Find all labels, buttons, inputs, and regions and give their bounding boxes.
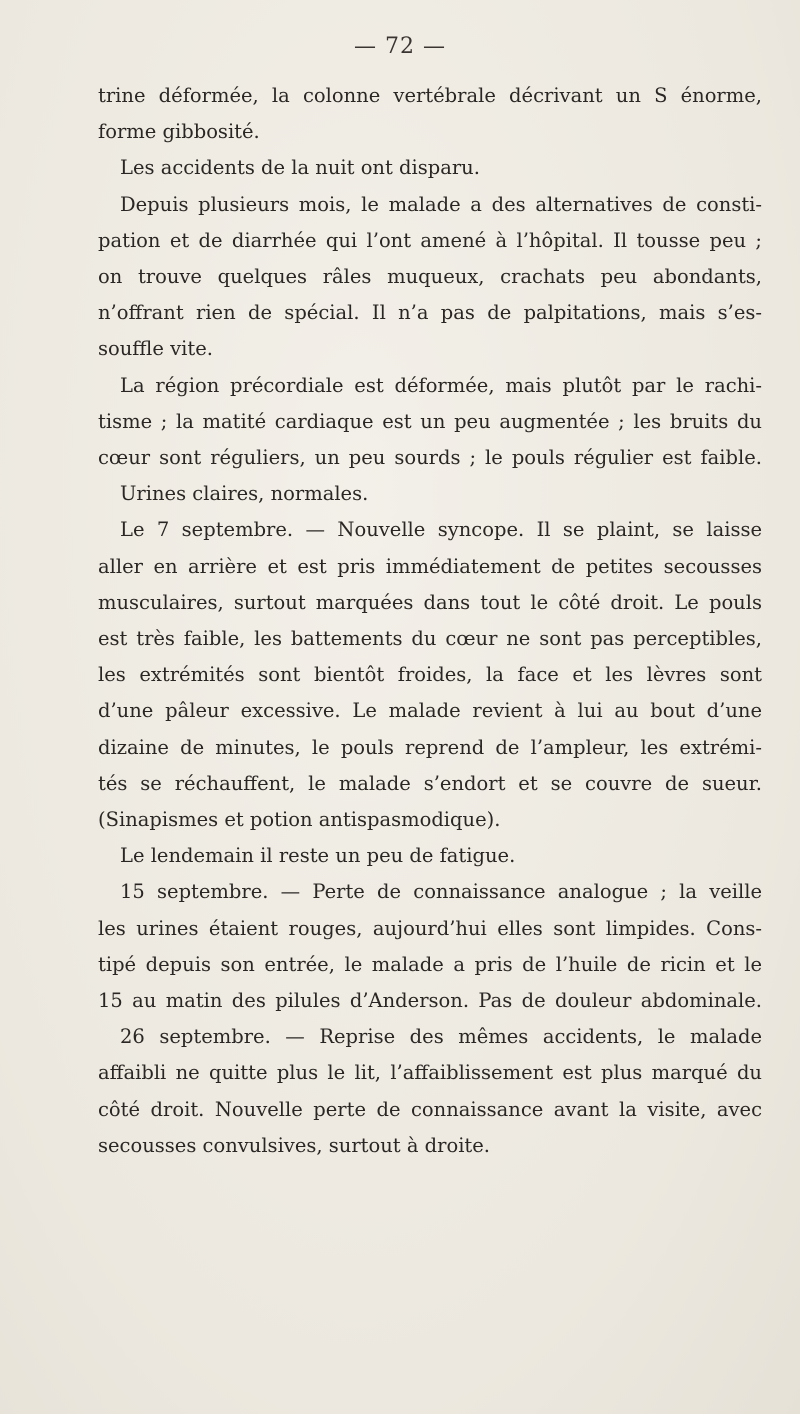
text-line: forme gibbosité. [98,120,260,144]
text-line: les extrémités sont bientôt froides, la face et les lèvres sont [98,663,762,687]
text-line: pation et de diarrhée qui l’ont amené à l’hôpital. Il tousse peu ; [98,228,762,252]
text-line: 26 septembre. — Reprise des mêmes accidents, le malade [120,1025,762,1049]
text-line: aller en arrière et est pris immédiatement de petites secousses [98,554,762,578]
text-line: La région précordiale est déformée, mais plutôt par le rachi- [120,373,762,397]
text-line: Le lendemain il reste un peu de fatigue. [120,844,516,868]
text-line: affaibli ne quitte plus le lit, l’affaiblissement est plus marqué du [98,1061,762,1085]
text-line: tisme ; la matité cardiaque est un peu augmentée ; les bruits du [98,409,762,433]
text-line: musculaires, surtout marquées dans tout le côté droit. Le pouls [98,590,762,614]
text-line: cœur sont réguliers, un peu sourds ; le pouls régulier est faible. [98,446,762,470]
text-line: dizaine de minutes, le pouls reprend de l’ampleur, les extrémi- [98,735,762,759]
page-body-text [98,78,762,1164]
text-line: on trouve quelques râles muqueux, crachats peu abondants, [98,265,762,289]
text-line: côté droit. Nouvelle perte de connaissance avant la visite, avec [98,1097,762,1121]
text-line: souffle vite. [98,337,213,361]
text-line: Depuis plusieurs mois, le malade a des alternatives de consti- [120,192,762,216]
text-line: (Sinapismes et potion antispasmodique). [98,808,501,832]
text-line: tés se réchauffent, le malade s’endort et se couvre de sueur. [98,771,762,795]
text-line: tipé depuis son entrée, le malade a pris de l’huile de ricin et le [98,952,762,976]
text-line: est très faible, les battements du cœur ne sont pas perceptibles, [98,627,762,651]
text-line: n’offrant rien de spécial. Il n’a pas de palpitations, mais s’es- [98,301,762,325]
text-line: d’une pâleur excessive. Le malade revient à lui au bout d’une [98,699,762,723]
text-line: les urines étaient rouges, aujourd’hui elles sont limpides. Cons- [98,916,762,940]
text-line: Le 7 septembre. — Nouvelle syncope. Il se plaint, se laisse [120,518,762,542]
text-line: trine déformée, la colonne vertébrale décrivant un S énorme, [98,84,762,107]
text-line: Les accidents de la nuit ont disparu. [120,156,480,180]
text-line: 15 septembre. — Perte de connaissance analogue ; la veille [120,880,762,904]
page-number: — 72 — [354,34,446,59]
text-line: secousses convulsives, surtout à droite. [98,1133,490,1157]
text-line: 15 au matin des pilules d’Anderson. Pas de douleur abdominale. [98,989,762,1013]
text-line: Urines claires, normales. [120,482,369,506]
